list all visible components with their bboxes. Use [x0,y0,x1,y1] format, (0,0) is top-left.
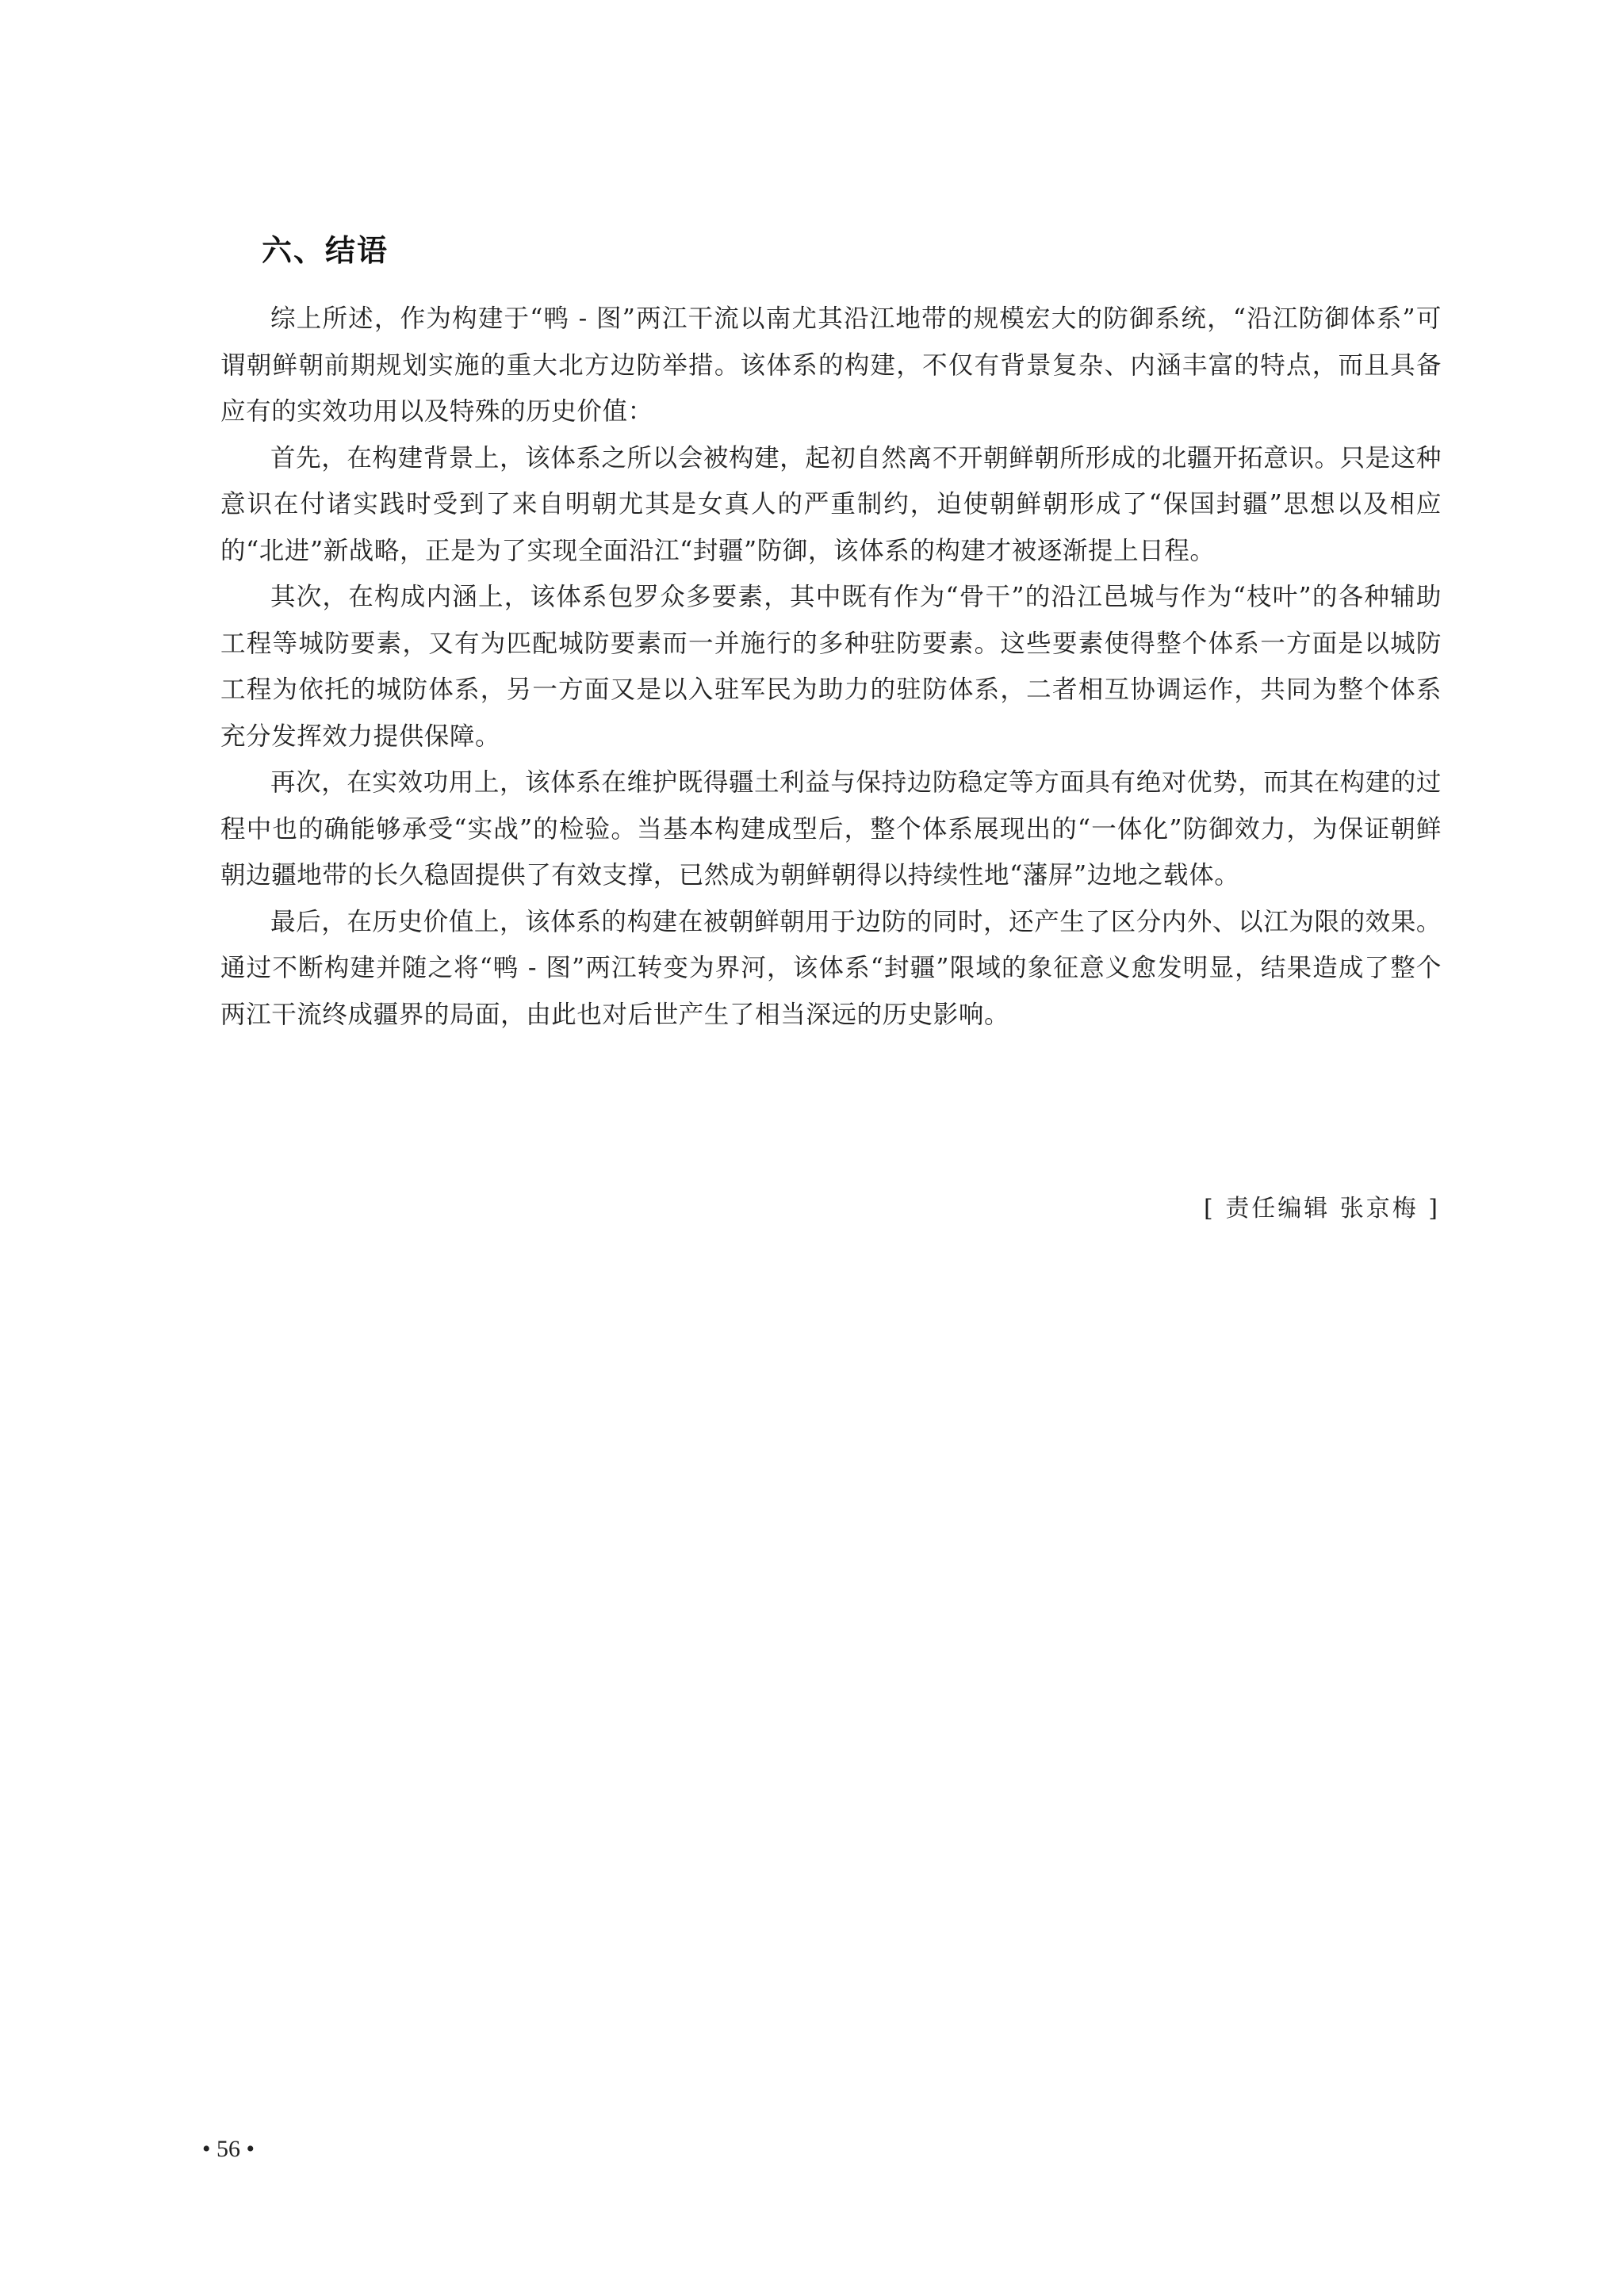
paragraph-composition: 其次，在构成内涵上，该体系包罗众多要素，其中既有作为“骨干”的沿江邑城与作为“枝叶”的各种辅助工程等城防要素，又有为匹配城防要素而一并施行的多种驻防要素。这些要素使得整个体系一方面是以城防工程为依托的城防体系，另一方面又是以入驻军民为助力的驻防体系，二者相互协调运作，共同为整个体系充分发挥效力提供保障。 [220,583,1442,751]
page-number: • 56 • [202,2136,255,2162]
paragraph-summary: 综上所述，作为构建于“鸭 - 图”两江干流以南尤其沿江地带的规模宏大的防御系统，“沿江防御体系”可谓朝鲜朝前期规划实施的重大北方边防举措。该体系的构建，不仅有背景复杂、内涵丰富的特点，而且具备应有的实效功用以及特殊的历史价值： [220,304,1442,426]
paragraph-effectiveness: 再次，在实效功用上，该体系在维护既得疆土利益与保持边防稳定等方面具有绝对优势，而其在构建的过程中也的确能够承受“实战”的检验。当基本构建成型后，整个体系展现出的“一体化”防御效力，为保证朝鲜朝边疆地带的长久稳固提供了有效支撑，已然成为朝鲜朝得以持续性地“藩屏”边地之载体。 [220,768,1442,890]
paragraph-background: 首先，在构建背景上，该体系之所以会被构建，起初自然离不开朝鲜朝所形成的北疆开拓意识。只是这种意识在付诸实践时受到了来自明朝尤其是女真人的严重制约，迫使朝鲜朝形成了“保国封疆”思想以及相应的“北进”新战略，正是为了实现全面沿江“封疆”防御，该体系的构建才被逐渐提上日程。 [220,443,1442,565]
responsible-editor-note: [ 责任编辑 张京梅 ] [1203,1195,1440,1223]
body-text [220,296,1442,1038]
section-heading: 六、结语 [262,233,389,268]
paragraph-historical-value: 最后，在历史价值上，该体系的构建在被朝鲜朝用于边防的同时，还产生了区分内外、以江为限的效果。通过不断构建并随之将“鸭 - 图”两江转变为界河，该体系“封疆”限域的象征意义愈发明显，结果造成了整个两江干流终成疆界的局面，由此也对后世产生了相当深远的历史影响。 [220,907,1442,1029]
